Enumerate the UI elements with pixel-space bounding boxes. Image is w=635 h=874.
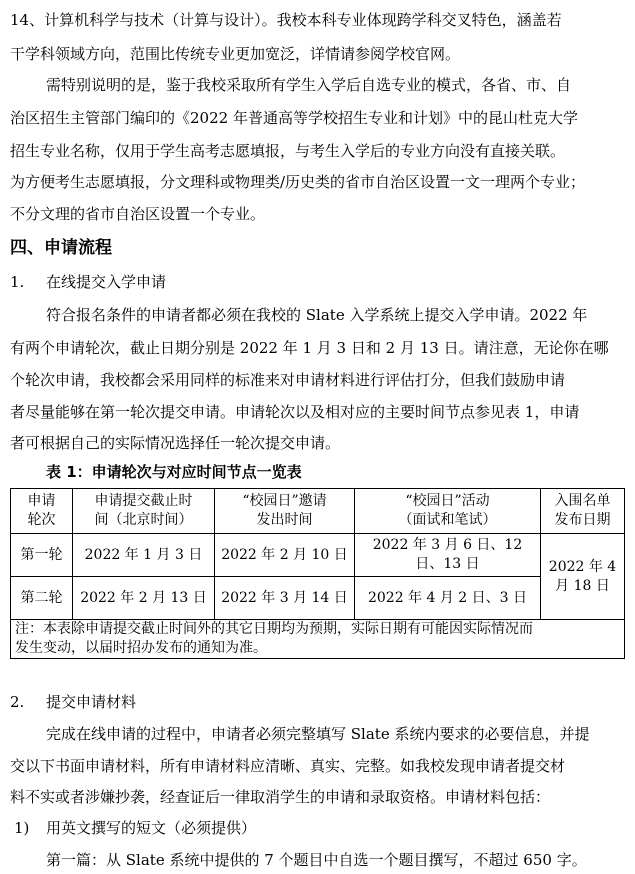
item-title: 提交申请材料 xyxy=(46,693,137,711)
header-line: 入围名单 xyxy=(554,493,611,509)
paragraph-line: 第一篇：从 Slate 系统中提供的 7 个题目中自选一个题目撰写，不超过 650 字。 xyxy=(46,851,587,869)
header-round xyxy=(11,489,73,534)
header-deadline xyxy=(73,489,215,534)
cell-release-date xyxy=(541,534,625,620)
paragraph-line: 者尽量能够在第一轮次提交申请。申请轮次以及相对应的主要时间节点参见表 1，申请 xyxy=(10,403,580,421)
paragraph-line: 干学科领域方向，范围比传统专业更加宽泛，详情请参阅学校官网。 xyxy=(10,45,461,63)
paragraph-line: 料不实或者涉嫌抄袭，经查证后一律取消学生的申请和录取资格。申请材料包括： xyxy=(10,788,551,806)
header-line: 轮次 xyxy=(27,512,56,528)
table-note-row xyxy=(11,620,625,659)
schedule-table xyxy=(10,488,625,659)
table-caption: 表 1：申请轮次与对应时间节点一览表 xyxy=(46,463,302,481)
cell-event xyxy=(355,577,541,620)
paragraph-line: 者可根据自己的实际情况选择任一轮次提交申请。 xyxy=(10,434,341,452)
cell-line: 月 18 日 xyxy=(555,577,610,594)
cell-round: 第二轮 xyxy=(11,577,73,620)
cell-line: 2022 年 3 月 6 日、12 xyxy=(372,537,523,553)
table-row xyxy=(11,577,625,620)
paragraph-line: 符合报名条件的申请者都必须在我校的 Slate 入学系统上提交入学申请。2022 年 xyxy=(46,306,588,324)
item-title: 在线提交入学申请 xyxy=(46,273,167,291)
paragraph-line: 交以下书面申请材料，所有申请材料应清晰、真实、完整。如我校发现申请者提交材 xyxy=(10,757,566,775)
paragraph-line: 有两个申请轮次，截止日期分别是 2022 年 1 月 3 日和 2 月 13 日。请注意，无论你在哪 xyxy=(10,339,609,357)
paragraph-line: 治区招生主管部门编印的《2022 年普通高等学校招生专业和计划》中的昆山杜克大学 xyxy=(10,109,578,127)
header-event xyxy=(355,489,541,534)
header-line: 申请提交截止时 xyxy=(94,493,193,509)
header-release xyxy=(541,489,625,534)
item-number: 2. xyxy=(10,693,25,711)
cell-round: 第一轮 xyxy=(11,534,73,577)
header-line: 申请 xyxy=(27,493,56,509)
header-line: “校园日”活动 xyxy=(405,493,490,509)
note-line: 发生变动，以届时招办发布的通知为准。 xyxy=(15,640,267,656)
cell-line: 2022 年 4 月 2 日、3 日 xyxy=(367,589,528,606)
cell-deadline: 2022 年 2 月 13 日 xyxy=(73,577,215,620)
table-header-row xyxy=(11,489,625,534)
paragraph-line: 完成在线申请的过程中，申请者必须完整填写 Slate 系统内要求的必要信息，并提 xyxy=(46,725,590,743)
subitem-number: 1) xyxy=(14,819,30,837)
header-line: 间（北京时间） xyxy=(94,512,193,528)
paragraph-line: 招生专业名称，仅用于学生高考志愿填报，与考生入学后的专业方向没有直接关联。 xyxy=(10,142,566,160)
paragraph-line: 为方便考生志愿填报，分文理科或物理类/历史类的省市自治区设置一文一理两个专业； xyxy=(10,173,586,191)
cell-line: 2022 年 4 xyxy=(548,558,617,575)
header-invite xyxy=(215,489,355,534)
cell-deadline: 2022 年 1 月 3 日 xyxy=(73,534,215,577)
header-line: （面试和笔试） xyxy=(398,512,497,528)
note-line: 注：本表除申请提交截止时间外的其它日期均为预期，实际日期有可能因实际情况而 xyxy=(15,621,533,637)
item-number: 1. xyxy=(10,273,25,291)
paragraph-line: 14、计算机科学与技术（计算与设计）。我校本科专业体现跨学科交叉特色，涵盖若 xyxy=(10,11,562,29)
subitem-title: 用英文撰写的短文（必须提供） xyxy=(46,819,257,837)
cell-invite: 2022 年 2 月 10 日 xyxy=(215,534,355,577)
cell-line: 日、13 日 xyxy=(415,556,480,572)
section-heading: 四、申请流程 xyxy=(10,238,112,258)
header-line: 发出时间 xyxy=(256,512,313,528)
header-line: 发布日期 xyxy=(554,512,611,528)
paragraph-line: 个轮次申请，我校都会采用同样的标准来对申请材料进行评估打分，但我们鼓励申请 xyxy=(10,371,566,389)
table-note xyxy=(11,620,625,659)
cell-invite: 2022 年 3 月 14 日 xyxy=(215,577,355,620)
cell-event xyxy=(355,534,541,577)
table-row xyxy=(11,534,625,577)
paragraph-line: 需特别说明的是，鉴于我校采取所有学生入学后自选专业的模式，各省、市、自 xyxy=(46,76,572,94)
header-line: “校园日”邀请 xyxy=(242,493,327,509)
paragraph-line: 不分文理的省市自治区设置一个专业。 xyxy=(10,205,266,223)
